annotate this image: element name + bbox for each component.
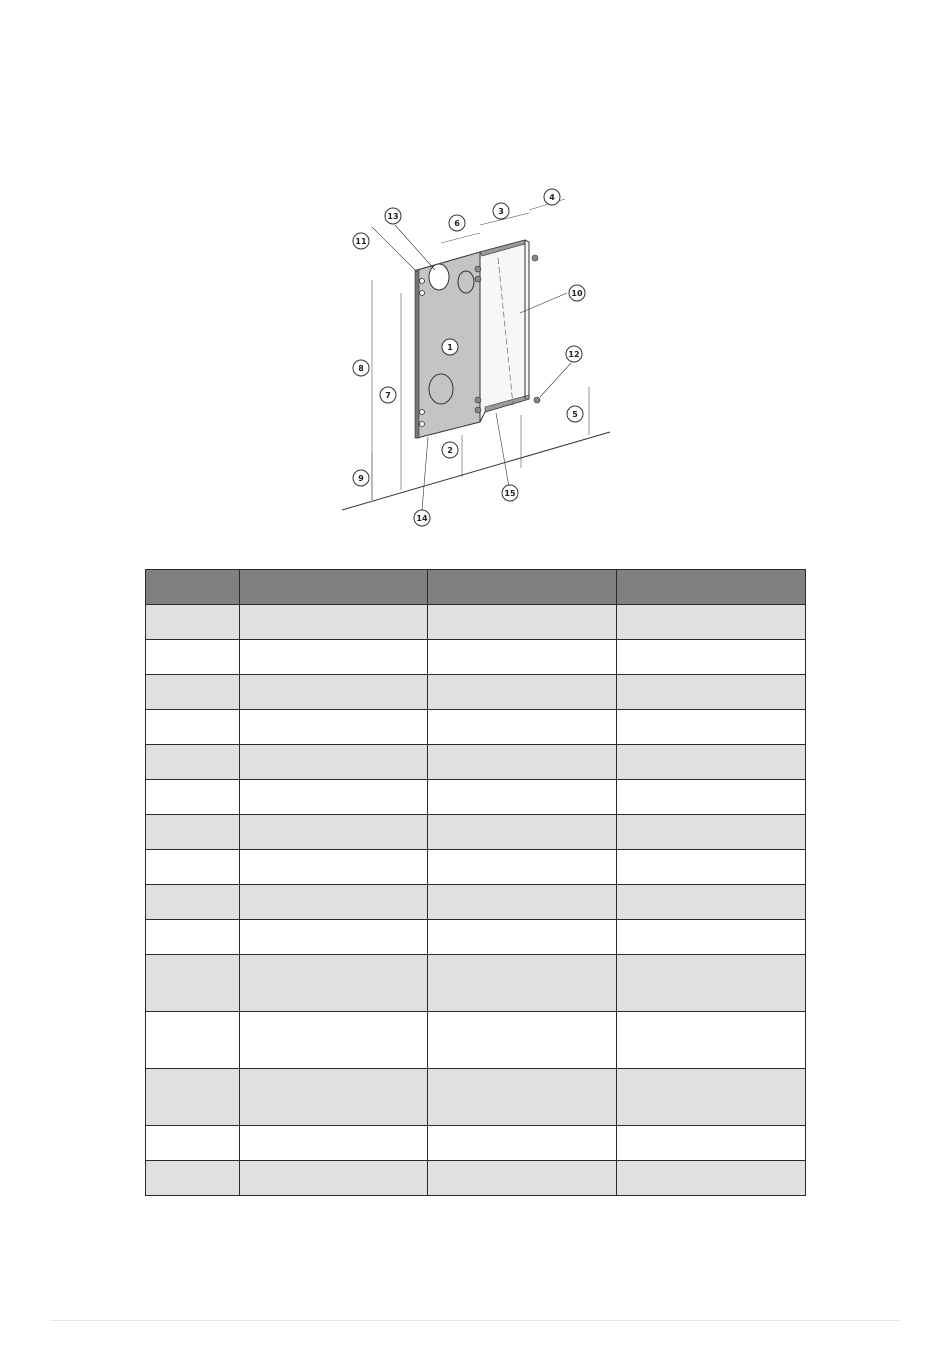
callout-8 xyxy=(353,360,369,376)
table-body xyxy=(146,605,806,1196)
callout-10 xyxy=(569,285,585,301)
table-row xyxy=(146,780,806,815)
plate-hole-large xyxy=(429,264,449,290)
header-cell xyxy=(428,570,617,605)
table-cell xyxy=(617,850,806,885)
table-cell xyxy=(146,850,240,885)
table-row xyxy=(146,1012,806,1069)
callout-11 xyxy=(353,233,369,249)
table-cell xyxy=(240,1069,428,1126)
table-row xyxy=(146,1161,806,1196)
svg-text:4: 4 xyxy=(549,193,555,202)
svg-text:3: 3 xyxy=(498,207,504,216)
svg-text:11: 11 xyxy=(355,237,367,246)
table-cell xyxy=(240,710,428,745)
callout-7 xyxy=(380,387,396,403)
table-cell xyxy=(617,885,806,920)
table-cell xyxy=(428,710,617,745)
svg-text:15: 15 xyxy=(504,489,516,498)
table-cell xyxy=(617,745,806,780)
table-cell xyxy=(428,1161,617,1196)
callout-6 xyxy=(449,215,465,231)
table-row xyxy=(146,745,806,780)
svg-text:9: 9 xyxy=(358,474,364,483)
callout-9 xyxy=(353,470,369,486)
table-cell xyxy=(240,745,428,780)
table-row xyxy=(146,850,806,885)
table-cell xyxy=(428,605,617,640)
table-cell xyxy=(617,1161,806,1196)
header-cell xyxy=(240,570,428,605)
callout-3 xyxy=(493,203,509,219)
floor-line xyxy=(342,432,610,510)
table-cell xyxy=(617,1069,806,1126)
table-cell xyxy=(428,955,617,1012)
table-row xyxy=(146,710,806,745)
table-row xyxy=(146,920,806,955)
table-cell xyxy=(240,955,428,1012)
table-row xyxy=(146,1069,806,1126)
table-row xyxy=(146,1126,806,1161)
svg-text:13: 13 xyxy=(387,212,399,221)
table-row xyxy=(146,675,806,710)
table-cell xyxy=(146,640,240,675)
table-cell xyxy=(428,745,617,780)
table-cell xyxy=(146,1161,240,1196)
table-cell xyxy=(240,850,428,885)
table-cell xyxy=(617,920,806,955)
svg-text:5: 5 xyxy=(572,410,578,419)
table-cell xyxy=(240,920,428,955)
header-cell xyxy=(617,570,806,605)
table-cell xyxy=(240,640,428,675)
table-cell xyxy=(428,1012,617,1069)
footer-divider xyxy=(50,1320,900,1321)
callout-14 xyxy=(414,510,430,526)
table-cell xyxy=(146,885,240,920)
table-cell xyxy=(146,955,240,1012)
table-cell xyxy=(146,1012,240,1069)
table-cell xyxy=(240,815,428,850)
table-cell xyxy=(146,1069,240,1126)
table-row xyxy=(146,605,806,640)
table-cell xyxy=(240,605,428,640)
table-cell xyxy=(146,745,240,780)
table-cell xyxy=(240,885,428,920)
table-row xyxy=(146,640,806,675)
table-cell xyxy=(428,640,617,675)
table-cell xyxy=(240,1012,428,1069)
callout-2 xyxy=(442,442,458,458)
table-cell xyxy=(240,780,428,815)
table-cell xyxy=(146,675,240,710)
table-cell xyxy=(617,640,806,675)
table-cell xyxy=(146,1126,240,1161)
specification-table xyxy=(145,569,806,1196)
mounting-plate-diagram xyxy=(335,185,625,530)
table-cell xyxy=(146,605,240,640)
table-cell xyxy=(428,920,617,955)
table-row xyxy=(146,885,806,920)
table-cell xyxy=(146,920,240,955)
svg-text:12: 12 xyxy=(568,350,580,359)
callout-1 xyxy=(442,339,458,355)
table-cell xyxy=(617,780,806,815)
table-cell xyxy=(240,1126,428,1161)
table-cell xyxy=(428,885,617,920)
svg-text:6: 6 xyxy=(454,219,460,228)
table-cell xyxy=(428,1069,617,1126)
table-cell xyxy=(428,850,617,885)
table-cell xyxy=(617,675,806,710)
table-cell xyxy=(428,675,617,710)
callout-12 xyxy=(566,346,582,362)
table-cell xyxy=(428,815,617,850)
table-cell xyxy=(617,815,806,850)
svg-text:1: 1 xyxy=(447,343,453,352)
table-cell xyxy=(617,710,806,745)
table-cell xyxy=(146,815,240,850)
table-cell xyxy=(617,605,806,640)
svg-text:10: 10 xyxy=(571,289,583,298)
svg-text:8: 8 xyxy=(358,364,364,373)
table-row xyxy=(146,815,806,850)
table-cell xyxy=(146,780,240,815)
svg-text:14: 14 xyxy=(416,514,428,523)
table-cell xyxy=(617,1012,806,1069)
table-cell xyxy=(617,955,806,1012)
callout-4 xyxy=(544,189,560,205)
table-cell xyxy=(428,1126,617,1161)
table-header-row xyxy=(146,570,806,605)
callout-13 xyxy=(385,208,401,224)
callout-15 xyxy=(502,485,518,501)
table-cell xyxy=(617,1126,806,1161)
callout-5 xyxy=(567,406,583,422)
svg-text:2: 2 xyxy=(447,446,453,455)
svg-text:7: 7 xyxy=(385,391,391,400)
table-row xyxy=(146,955,806,1012)
header-cell xyxy=(146,570,240,605)
rear-frame xyxy=(480,240,529,422)
table-cell xyxy=(146,710,240,745)
table-cell xyxy=(240,675,428,710)
table-cell xyxy=(240,1161,428,1196)
table-cell xyxy=(428,780,617,815)
